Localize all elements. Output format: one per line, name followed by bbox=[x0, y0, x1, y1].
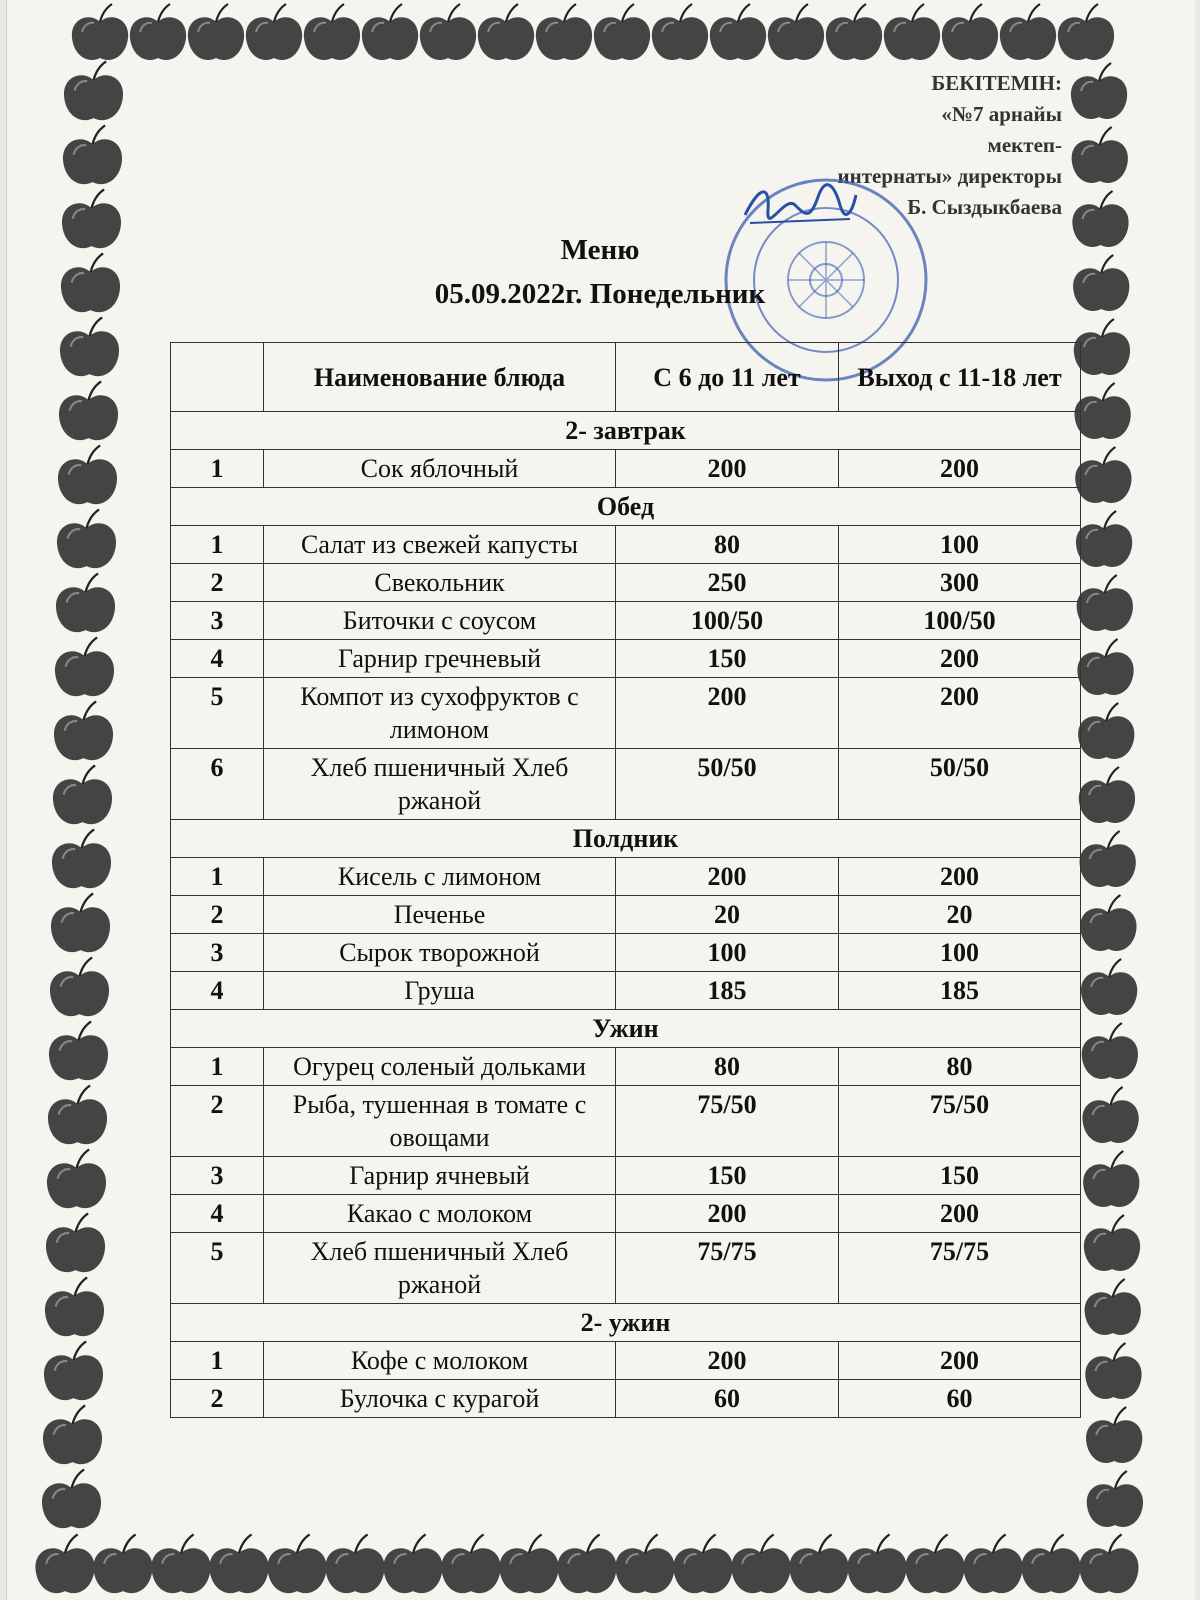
dish-name: Груша bbox=[264, 972, 616, 1010]
portion-11-18: 200 bbox=[839, 1195, 1081, 1233]
portion-6-11: 150 bbox=[616, 1157, 839, 1195]
portion-6-11: 80 bbox=[616, 1048, 839, 1086]
portion-11-18: 100 bbox=[839, 526, 1081, 564]
header-dish: Наименование блюда bbox=[264, 343, 616, 412]
section-title: 2- завтрак bbox=[171, 412, 1081, 450]
dish-name: Булочка с курагой bbox=[264, 1380, 616, 1418]
section-title: 2- ужин bbox=[171, 1304, 1081, 1342]
menu-table bbox=[170, 342, 1081, 1418]
approval-line: «№7 арнайы bbox=[941, 102, 1062, 126]
dish-name: Кофе с молоком bbox=[264, 1342, 616, 1380]
portion-6-11: 100 bbox=[616, 934, 839, 972]
header-age-11-18: Выход с 11-18 лет bbox=[839, 343, 1081, 412]
page-title: Меню bbox=[560, 234, 640, 266]
dish-name: Какао с молоком bbox=[264, 1195, 616, 1233]
dish-name: Кисель с лимоном bbox=[264, 858, 616, 896]
table-row bbox=[171, 934, 1081, 972]
section-row bbox=[171, 820, 1081, 858]
portion-11-18: 200 bbox=[839, 450, 1081, 488]
approval-line: интернаты» директоры bbox=[837, 164, 1062, 188]
table-row bbox=[171, 602, 1081, 640]
portion-11-18: 100 bbox=[839, 934, 1081, 972]
row-number: 1 bbox=[171, 450, 264, 488]
dish-name: Рыба, тушенная в томате с овощами bbox=[264, 1086, 616, 1157]
section-title: Ужин bbox=[171, 1010, 1081, 1048]
table-row bbox=[171, 640, 1081, 678]
dish-name: Гарнир ячневый bbox=[264, 1157, 616, 1195]
title-block bbox=[0, 228, 1200, 316]
table-row bbox=[171, 896, 1081, 934]
dish-name: Хлеб пшеничный Хлеб ржаной bbox=[264, 1233, 616, 1304]
section-row bbox=[171, 488, 1081, 526]
table-row bbox=[171, 972, 1081, 1010]
portion-11-18: 20 bbox=[839, 896, 1081, 934]
section-row bbox=[171, 412, 1081, 450]
table-row bbox=[171, 450, 1081, 488]
portion-6-11: 60 bbox=[616, 1380, 839, 1418]
table-row bbox=[171, 1233, 1081, 1304]
row-number: 1 bbox=[171, 1342, 264, 1380]
table-row bbox=[171, 858, 1081, 896]
approval-line: мектеп- bbox=[987, 133, 1062, 157]
portion-11-18: 200 bbox=[839, 1342, 1081, 1380]
table-row bbox=[171, 1195, 1081, 1233]
row-number: 3 bbox=[171, 934, 264, 972]
row-number: 1 bbox=[171, 526, 264, 564]
row-number: 1 bbox=[171, 858, 264, 896]
portion-11-18: 185 bbox=[839, 972, 1081, 1010]
menu-date: 05.09.2022г. Понедельник bbox=[434, 278, 766, 310]
portion-6-11: 250 bbox=[616, 564, 839, 602]
table-row bbox=[171, 1086, 1081, 1157]
signature-icon bbox=[740, 175, 860, 235]
portion-11-18: 200 bbox=[839, 678, 1081, 749]
portion-6-11: 200 bbox=[616, 858, 839, 896]
section-title: Полдник bbox=[171, 820, 1081, 858]
table-row bbox=[171, 678, 1081, 749]
portion-11-18: 80 bbox=[839, 1048, 1081, 1086]
dish-name: Биточки с соусом bbox=[264, 602, 616, 640]
portion-11-18: 60 bbox=[839, 1380, 1081, 1418]
row-number: 3 bbox=[171, 1157, 264, 1195]
portion-11-18: 150 bbox=[839, 1157, 1081, 1195]
dish-name: Сырок творожной bbox=[264, 934, 616, 972]
portion-11-18: 75/75 bbox=[839, 1233, 1081, 1304]
table-row bbox=[171, 1342, 1081, 1380]
row-number: 3 bbox=[171, 602, 264, 640]
menu-body bbox=[171, 412, 1081, 1418]
row-number: 2 bbox=[171, 1380, 264, 1418]
header-number bbox=[171, 343, 264, 412]
table-header-row bbox=[171, 343, 1081, 412]
portion-6-11: 200 bbox=[616, 450, 839, 488]
portion-11-18: 300 bbox=[839, 564, 1081, 602]
dish-name: Компот из сухофруктов с лимоном bbox=[264, 678, 616, 749]
portion-6-11: 150 bbox=[616, 640, 839, 678]
portion-11-18: 100/50 bbox=[839, 602, 1081, 640]
portion-6-11: 185 bbox=[616, 972, 839, 1010]
portion-11-18: 75/50 bbox=[839, 1086, 1081, 1157]
dish-name: Салат из свежей капусты bbox=[264, 526, 616, 564]
row-number: 4 bbox=[171, 640, 264, 678]
table-row bbox=[171, 526, 1081, 564]
header-age-6-11: С 6 до 11 лет bbox=[616, 343, 839, 412]
dish-name: Сок яблочный bbox=[264, 450, 616, 488]
row-number: 5 bbox=[171, 678, 264, 749]
table-row bbox=[171, 1380, 1081, 1418]
section-row bbox=[171, 1010, 1081, 1048]
portion-6-11: 75/50 bbox=[616, 1086, 839, 1157]
row-number: 2 bbox=[171, 1086, 264, 1157]
row-number: 1 bbox=[171, 1048, 264, 1086]
approval-line: Б. Сыздыкбаева bbox=[907, 195, 1062, 219]
row-number: 6 bbox=[171, 749, 264, 820]
portion-11-18: 50/50 bbox=[839, 749, 1081, 820]
row-number: 4 bbox=[171, 972, 264, 1010]
section-title: Обед bbox=[171, 488, 1081, 526]
dish-name: Гарнир гречневый bbox=[264, 640, 616, 678]
approval-line: БЕКІТЕМІН: bbox=[931, 71, 1062, 95]
portion-6-11: 80 bbox=[616, 526, 839, 564]
row-number: 4 bbox=[171, 1195, 264, 1233]
dish-name: Хлеб пшеничный Хлеб ржаной bbox=[264, 749, 616, 820]
row-number: 2 bbox=[171, 896, 264, 934]
table-row bbox=[171, 1048, 1081, 1086]
dish-name: Печенье bbox=[264, 896, 616, 934]
table-row bbox=[171, 749, 1081, 820]
dish-name: Огурец соленый дольками bbox=[264, 1048, 616, 1086]
portion-6-11: 200 bbox=[616, 1342, 839, 1380]
portion-6-11: 50/50 bbox=[616, 749, 839, 820]
portion-6-11: 100/50 bbox=[616, 602, 839, 640]
dish-name: Свекольник bbox=[264, 564, 616, 602]
table-row bbox=[171, 564, 1081, 602]
table-row bbox=[171, 1157, 1081, 1195]
row-number: 2 bbox=[171, 564, 264, 602]
row-number: 5 bbox=[171, 1233, 264, 1304]
portion-11-18: 200 bbox=[839, 640, 1081, 678]
portion-11-18: 200 bbox=[839, 858, 1081, 896]
section-row bbox=[171, 1304, 1081, 1342]
portion-6-11: 20 bbox=[616, 896, 839, 934]
portion-6-11: 200 bbox=[616, 1195, 839, 1233]
portion-6-11: 200 bbox=[616, 678, 839, 749]
portion-6-11: 75/75 bbox=[616, 1233, 839, 1304]
